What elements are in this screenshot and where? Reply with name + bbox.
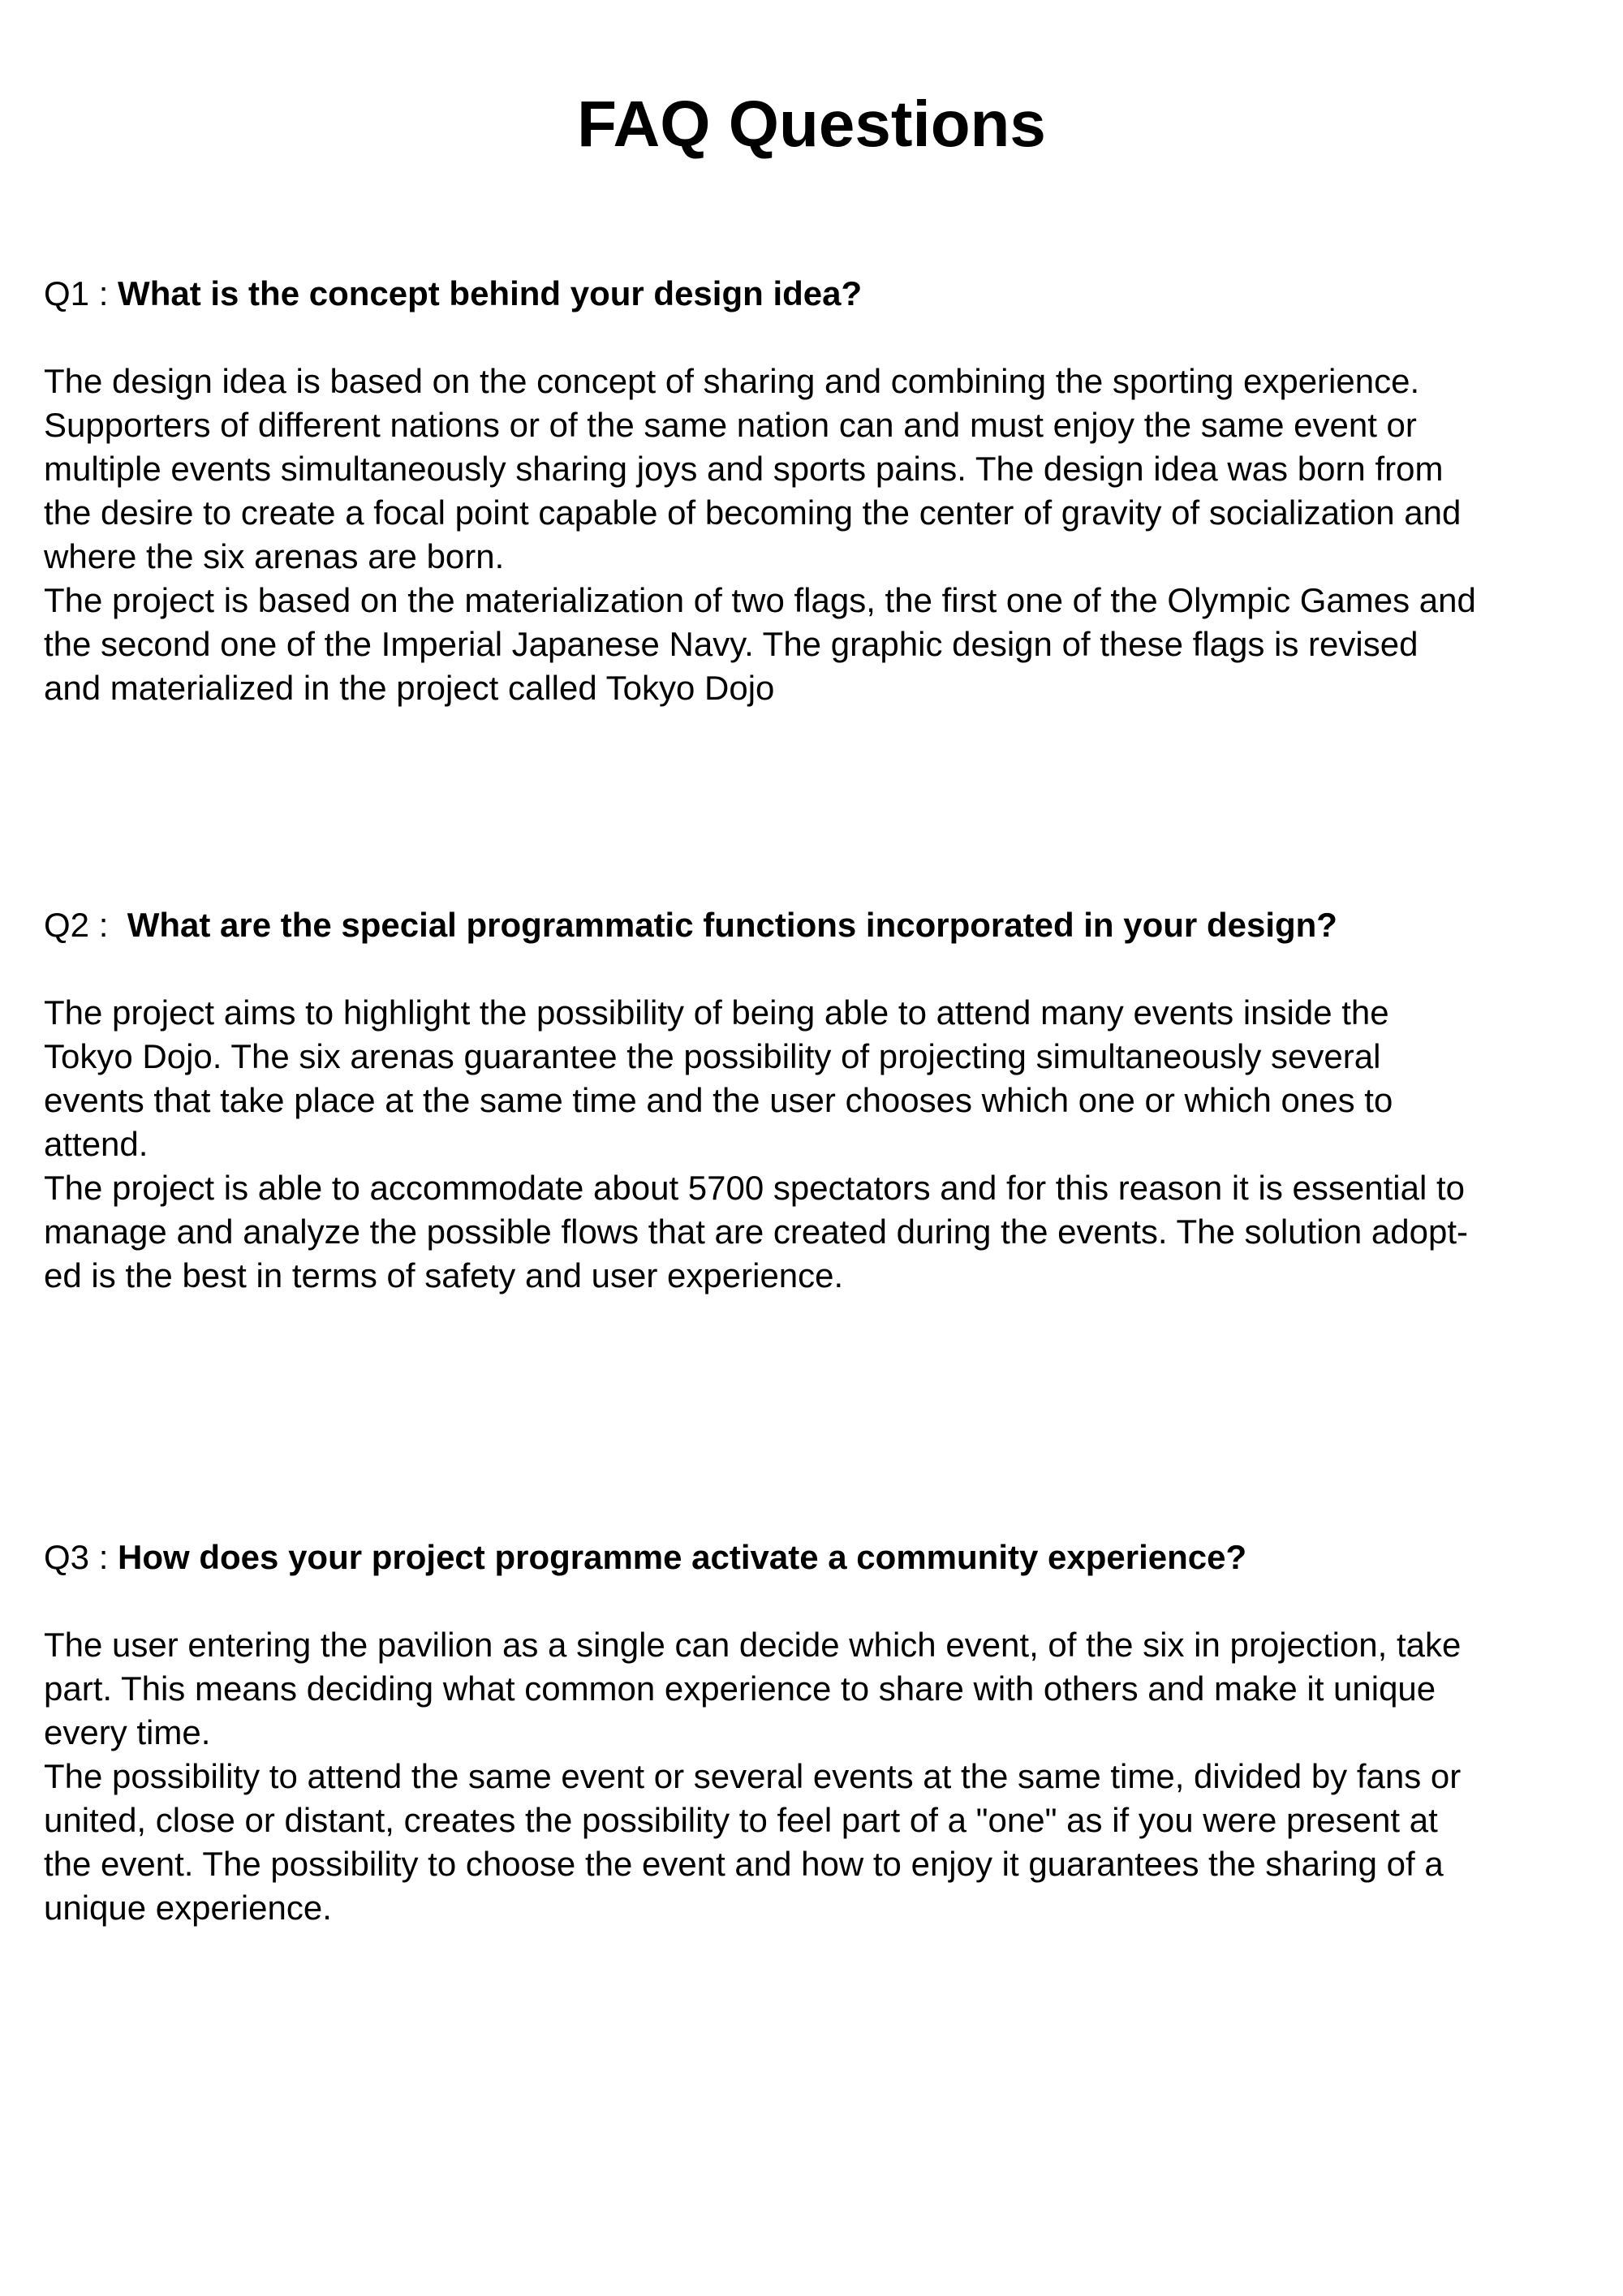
page-title: FAQ Questions xyxy=(577,88,1046,160)
answer-line: and materialized in the project called Tokyo Dojo xyxy=(44,669,775,707)
question-text: What is the concept behind your design idea? xyxy=(118,274,863,312)
question-number: Q2 : xyxy=(44,906,127,944)
faq-answer xyxy=(44,360,1602,710)
answer-line: the second one of the Imperial Japanese Navy. The graphic design of these flags is revised xyxy=(44,625,1419,663)
faq-answer xyxy=(44,991,1602,1298)
faq-question xyxy=(44,903,1602,947)
answer-line: The project is based on the materialization of two flags, the first one of the Olympic Games and xyxy=(44,581,1476,619)
answer-line: the event. The possibility to choose the event and how to enjoy it guarantees the sharing of a xyxy=(44,1845,1444,1883)
question-number: Q1 : xyxy=(44,274,118,312)
answer-line: unique experience. xyxy=(44,1889,332,1927)
question-number: Q3 : xyxy=(44,1538,118,1576)
answer-line: united, close or distant, creates the possibility to feel part of a "one" as if you were present at xyxy=(44,1801,1438,1839)
faq-item-q3 xyxy=(44,1536,1602,1930)
answer-line: Tokyo Dojo. The six arenas guarantee the possibility of projecting simultaneously several xyxy=(44,1037,1381,1075)
faq-item-q1 xyxy=(44,272,1602,710)
answer-line: the desire to create a focal point capable of becoming the center of gravity of socialization and xyxy=(44,493,1462,532)
answer-line: Supporters of different nations or of the same nation can and must enjoy the same event or xyxy=(44,406,1417,444)
answer-line: every time. xyxy=(44,1713,211,1751)
answer-line: events that take place at the same time and the user chooses which one or which ones to xyxy=(44,1081,1393,1119)
question-text: What are the special programmatic functions incorporated in your design? xyxy=(127,906,1337,944)
answer-line: ed is the best in terms of safety and user experience. xyxy=(44,1256,844,1294)
answer-line: The user entering the pavilion as a single can decide which event, of the six in projection, take xyxy=(44,1626,1462,1664)
faq-question xyxy=(44,1536,1602,1579)
answer-line: The possibility to attend the same event or several events at the same time, divided by fans or xyxy=(44,1757,1462,1795)
answer-line: where the six arenas are born. xyxy=(44,537,505,575)
answer-line: multiple events simultaneously sharing joys and sports pains. The design idea was born from xyxy=(44,450,1444,488)
faq-item-q2 xyxy=(44,903,1602,1298)
answer-line: The design idea is based on the concept of sharing and combining the sporting experience. xyxy=(44,362,1420,400)
answer-line: The project is able to accommodate about 5700 spectators and for this reason it is essential to xyxy=(44,1169,1465,1207)
faq-answer xyxy=(44,1623,1602,1930)
answer-line: part. This means deciding what common experience to share with others and make it unique xyxy=(44,1669,1436,1708)
answer-line: manage and analyze the possible flows that are created during the events. The solution adopt- xyxy=(44,1213,1469,1251)
answer-line: The project aims to highlight the possibility of being able to attend many events inside the xyxy=(44,993,1389,1032)
faq-question xyxy=(44,272,1602,316)
answer-line: attend. xyxy=(44,1125,149,1163)
question-text: How does your project programme activate a community experience? xyxy=(118,1538,1247,1576)
